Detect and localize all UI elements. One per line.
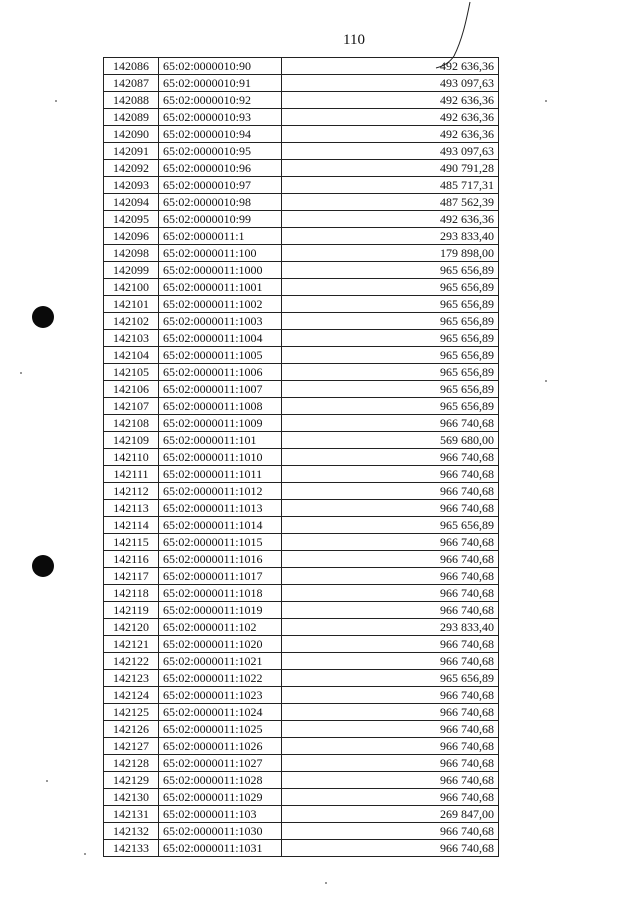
table-row [104,806,499,823]
row-number-cell: 142089 [104,109,159,126]
cadastral-number-cell: 65:02:0000011:1018 [159,585,282,602]
table-row [104,534,499,551]
table-row [104,704,499,721]
table-row [104,670,499,687]
scan-speck [545,380,547,382]
cadastral-number-cell: 65:02:0000011:1007 [159,381,282,398]
row-number-cell: 142109 [104,432,159,449]
row-number-cell: 142130 [104,789,159,806]
scan-speck [20,372,22,374]
cadastral-number-cell: 65:02:0000011:102 [159,619,282,636]
value-cell: 966 740,68 [282,415,499,432]
punch-hole [32,555,54,577]
row-number-cell: 142088 [104,92,159,109]
table-row [104,687,499,704]
cadastral-number-cell: 65:02:0000011:1013 [159,500,282,517]
value-cell: 490 791,28 [282,160,499,177]
value-cell: 965 656,89 [282,364,499,381]
row-number-cell: 142100 [104,279,159,296]
value-cell: 966 740,68 [282,534,499,551]
row-number-cell: 142123 [104,670,159,687]
table-row [104,194,499,211]
value-cell: 485 717,31 [282,177,499,194]
table-row [104,602,499,619]
row-number-cell: 142091 [104,143,159,160]
value-cell: 492 636,36 [282,211,499,228]
scan-speck [46,780,48,782]
value-cell: 966 740,68 [282,636,499,653]
row-number-cell: 142110 [104,449,159,466]
cadastral-number-cell: 65:02:0000011:1019 [159,602,282,619]
table-row [104,160,499,177]
value-cell: 493 097,63 [282,75,499,92]
value-cell: 965 656,89 [282,279,499,296]
scan-speck [55,100,57,102]
cadastral-number-cell: 65:02:0000010:99 [159,211,282,228]
table-row [104,143,499,160]
table-row [104,58,499,75]
cadastral-number-cell: 65:02:0000011:1017 [159,568,282,585]
row-number-cell: 142120 [104,619,159,636]
table-row [104,500,499,517]
row-number-cell: 142114 [104,517,159,534]
table-row [104,415,499,432]
table-row [104,449,499,466]
cadastral-number-cell: 65:02:0000010:97 [159,177,282,194]
row-number-cell: 142131 [104,806,159,823]
cadastral-number-cell: 65:02:0000011:1023 [159,687,282,704]
cadastral-number-cell: 65:02:0000011:101 [159,432,282,449]
row-number-cell: 142112 [104,483,159,500]
row-number-cell: 142115 [104,534,159,551]
cadastral-number-cell: 65:02:0000011:1015 [159,534,282,551]
value-cell: 965 656,89 [282,347,499,364]
row-number-cell: 142118 [104,585,159,602]
value-cell: 966 740,68 [282,449,499,466]
cadastral-number-cell: 65:02:0000010:95 [159,143,282,160]
cadastral-number-cell: 65:02:0000011:1022 [159,670,282,687]
table-row [104,619,499,636]
table-row [104,721,499,738]
table-row [104,840,499,857]
row-number-cell: 142125 [104,704,159,721]
row-number-cell: 142116 [104,551,159,568]
value-cell: 966 740,68 [282,789,499,806]
cadastral-number-cell: 65:02:0000011:1028 [159,772,282,789]
cadastral-number-cell: 65:02:0000010:98 [159,194,282,211]
row-number-cell: 142102 [104,313,159,330]
row-number-cell: 142128 [104,755,159,772]
table-row [104,636,499,653]
table-row [104,398,499,415]
row-number-cell: 142126 [104,721,159,738]
table-row [104,330,499,347]
table-row [104,109,499,126]
cadastral-value-table [103,57,499,857]
row-number-cell: 142107 [104,398,159,415]
row-number-cell: 142093 [104,177,159,194]
cadastral-number-cell: 65:02:0000010:90 [159,58,282,75]
table-row [104,347,499,364]
row-number-cell: 142119 [104,602,159,619]
row-number-cell: 142099 [104,262,159,279]
cadastral-number-cell: 65:02:0000010:92 [159,92,282,109]
table-row [104,585,499,602]
cadastral-number-cell: 65:02:0000011:103 [159,806,282,823]
table-row [104,177,499,194]
row-number-cell: 142121 [104,636,159,653]
cadastral-number-cell: 65:02:0000011:1030 [159,823,282,840]
cadastral-number-cell: 65:02:0000011:1003 [159,313,282,330]
value-cell: 966 740,68 [282,687,499,704]
value-cell: 965 656,89 [282,296,499,313]
scan-speck [84,853,86,855]
row-number-cell: 142133 [104,840,159,857]
table-row [104,75,499,92]
punch-hole [32,306,54,328]
cadastral-number-cell: 65:02:0000011:1005 [159,347,282,364]
cadastral-number-cell: 65:02:0000011:1008 [159,398,282,415]
row-number-cell: 142129 [104,772,159,789]
cadastral-number-cell: 65:02:0000011:1012 [159,483,282,500]
value-cell: 492 636,36 [282,109,499,126]
table-row [104,466,499,483]
value-cell: 965 656,89 [282,330,499,347]
value-cell: 966 740,68 [282,721,499,738]
cadastral-number-cell: 65:02:0000011:1004 [159,330,282,347]
value-cell: 492 636,36 [282,126,499,143]
table-row [104,126,499,143]
cadastral-number-cell: 65:02:0000011:1025 [159,721,282,738]
table-row [104,483,499,500]
row-number-cell: 142113 [104,500,159,517]
row-number-cell: 142122 [104,653,159,670]
cadastral-number-cell: 65:02:0000011:100 [159,245,282,262]
row-number-cell: 142086 [104,58,159,75]
table-row [104,823,499,840]
row-number-cell: 142105 [104,364,159,381]
row-number-cell: 142087 [104,75,159,92]
table-row [104,772,499,789]
value-cell: 966 740,68 [282,551,499,568]
cadastral-number-cell: 65:02:0000011:1000 [159,262,282,279]
cadastral-number-cell: 65:02:0000011:1027 [159,755,282,772]
row-number-cell: 142096 [104,228,159,245]
cadastral-number-cell: 65:02:0000010:94 [159,126,282,143]
cadastral-number-cell: 65:02:0000011:1031 [159,840,282,857]
cadastral-number-cell: 65:02:0000011:1021 [159,653,282,670]
value-cell: 966 740,68 [282,653,499,670]
value-cell: 966 740,68 [282,483,499,500]
table-row [104,364,499,381]
value-cell: 569 680,00 [282,432,499,449]
cadastral-number-cell: 65:02:0000011:1011 [159,466,282,483]
table-row [104,551,499,568]
cadastral-number-cell: 65:02:0000011:1014 [159,517,282,534]
table-body [104,58,499,857]
cadastral-number-cell: 65:02:0000010:96 [159,160,282,177]
scan-speck [325,882,327,884]
value-cell: 269 847,00 [282,806,499,823]
row-number-cell: 142095 [104,211,159,228]
cadastral-number-cell: 65:02:0000010:91 [159,75,282,92]
value-cell: 965 656,89 [282,670,499,687]
value-cell: 965 656,89 [282,398,499,415]
page-number: 110 [343,32,365,48]
value-cell: 966 740,68 [282,704,499,721]
table-row [104,755,499,772]
table-row [104,568,499,585]
value-cell: 965 656,89 [282,517,499,534]
row-number-cell: 142094 [104,194,159,211]
table-row [104,228,499,245]
table-row [104,789,499,806]
cadastral-number-cell: 65:02:0000010:93 [159,109,282,126]
value-cell: 966 740,68 [282,500,499,517]
value-cell: 965 656,89 [282,381,499,398]
row-number-cell: 142108 [104,415,159,432]
value-cell: 487 562,39 [282,194,499,211]
scan-speck [545,100,547,102]
value-cell: 966 740,68 [282,823,499,840]
row-number-cell: 142124 [104,687,159,704]
row-number-cell: 142117 [104,568,159,585]
table-row [104,296,499,313]
row-number-cell: 142092 [104,160,159,177]
value-cell: 966 740,68 [282,466,499,483]
table-row [104,245,499,262]
cadastral-number-cell: 65:02:0000011:1002 [159,296,282,313]
row-number-cell: 142090 [104,126,159,143]
value-cell: 966 740,68 [282,585,499,602]
table-row [104,262,499,279]
table-row [104,381,499,398]
row-number-cell: 142127 [104,738,159,755]
row-number-cell: 142103 [104,330,159,347]
value-cell: 493 097,63 [282,143,499,160]
value-cell: 965 656,89 [282,313,499,330]
value-cell: 293 833,40 [282,228,499,245]
table-row [104,313,499,330]
value-cell: 492 636,36 [282,92,499,109]
row-number-cell: 142111 [104,466,159,483]
cadastral-number-cell: 65:02:0000011:1010 [159,449,282,466]
value-cell: 293 833,40 [282,619,499,636]
row-number-cell: 142104 [104,347,159,364]
value-cell: 492 636,36 [282,58,499,75]
table-row [104,279,499,296]
row-number-cell: 142132 [104,823,159,840]
table-row [104,432,499,449]
table-row [104,653,499,670]
value-cell: 966 740,68 [282,738,499,755]
value-cell: 966 740,68 [282,755,499,772]
cadastral-number-cell: 65:02:0000011:1020 [159,636,282,653]
table-row [104,92,499,109]
table-row [104,738,499,755]
cadastral-number-cell: 65:02:0000011:1001 [159,279,282,296]
row-number-cell: 142106 [104,381,159,398]
row-number-cell: 142098 [104,245,159,262]
cadastral-number-cell: 65:02:0000011:1 [159,228,282,245]
value-cell: 965 656,89 [282,262,499,279]
value-cell: 966 740,68 [282,568,499,585]
cadastral-number-cell: 65:02:0000011:1016 [159,551,282,568]
cadastral-number-cell: 65:02:0000011:1009 [159,415,282,432]
cadastral-number-cell: 65:02:0000011:1006 [159,364,282,381]
cadastral-number-cell: 65:02:0000011:1029 [159,789,282,806]
cadastral-number-cell: 65:02:0000011:1026 [159,738,282,755]
table-row [104,211,499,228]
cadastral-number-cell: 65:02:0000011:1024 [159,704,282,721]
value-cell: 179 898,00 [282,245,499,262]
value-cell: 966 740,68 [282,772,499,789]
table-row [104,517,499,534]
value-cell: 966 740,68 [282,602,499,619]
value-cell: 966 740,68 [282,840,499,857]
row-number-cell: 142101 [104,296,159,313]
